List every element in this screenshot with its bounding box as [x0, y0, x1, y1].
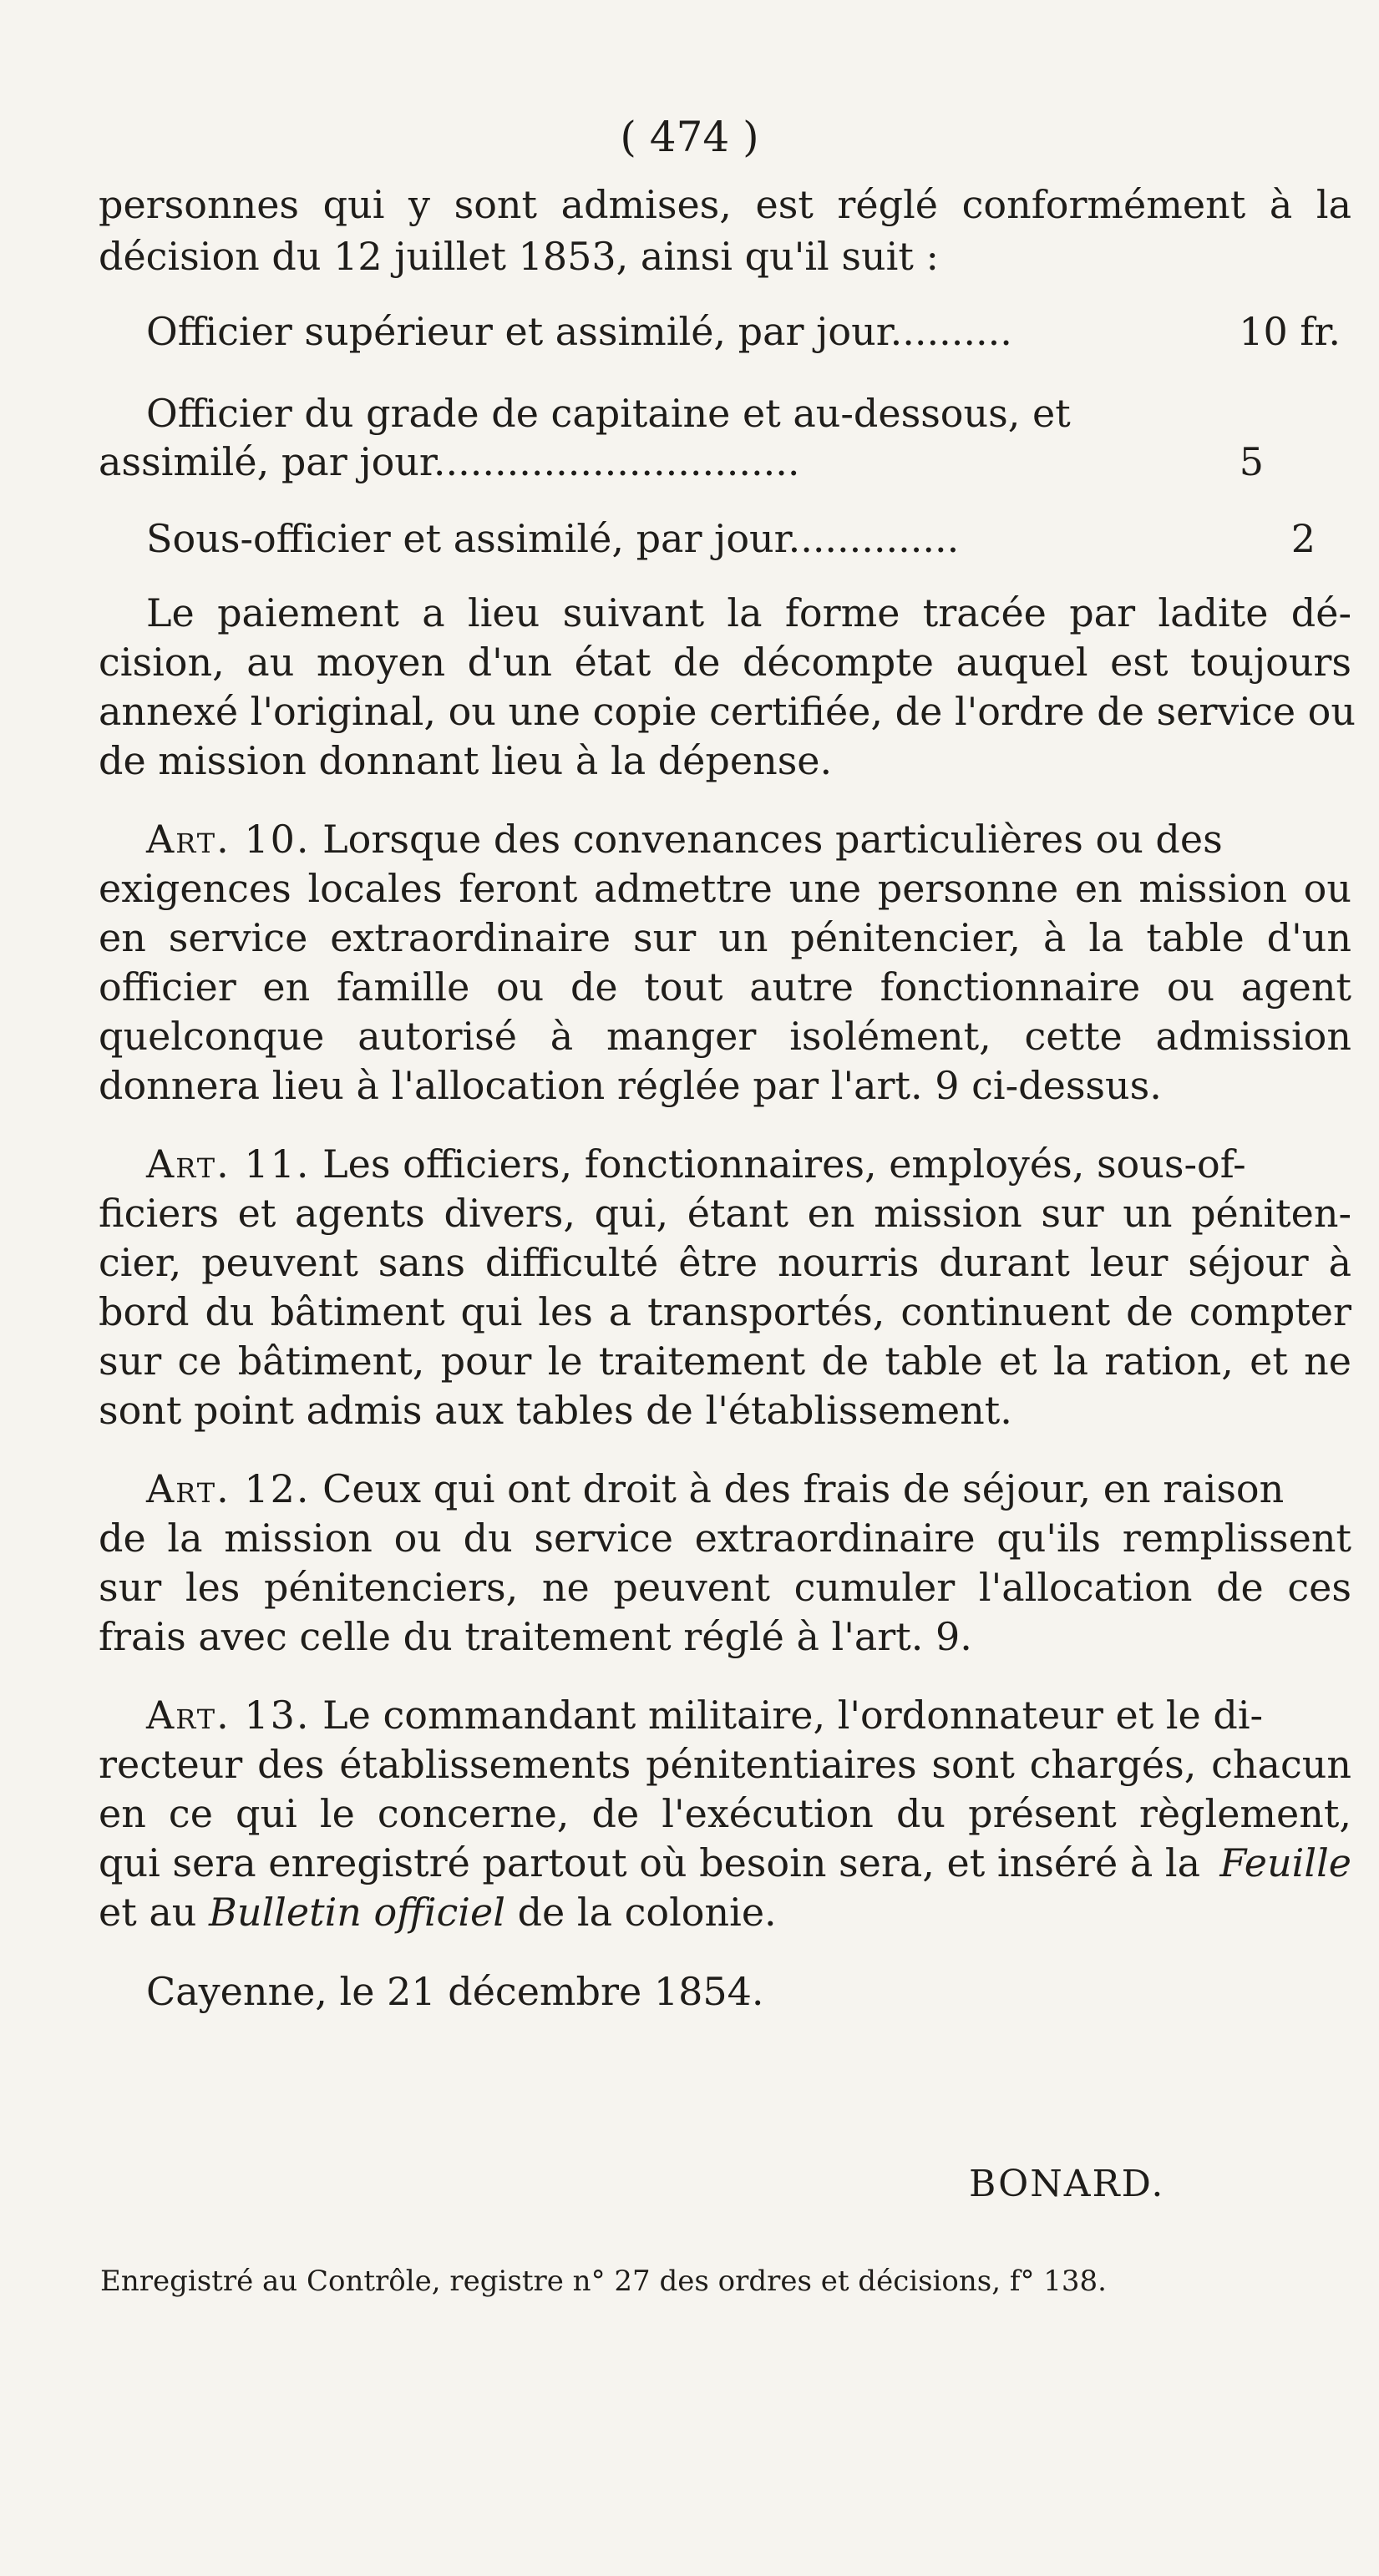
text-line: quelconque autorisé à manger isolément, cette admission — [99, 1014, 1351, 1059]
text-line: de la mission ou du service extraordinaire qu'ils remplissent — [99, 1516, 1351, 1561]
text-line — [99, 1888, 1351, 1936]
text-line: frais avec celle du traitement réglé à l'art. 9. — [99, 1614, 972, 1659]
page-number: ( 474 ) — [620, 113, 759, 161]
text-line: sur ce bâtiment, pour le traitement de table et la ration, et ne — [99, 1339, 1351, 1384]
text-segment: Le commandant militaire, l'ordonnateur et le di- — [322, 1693, 1264, 1738]
article-label: Art. 11. — [146, 1141, 311, 1187]
rate-row — [146, 514, 1316, 563]
text-line: ficiers et agents divers, qui, étant en mission sur un péniten- — [99, 1191, 1351, 1236]
rate-row — [99, 438, 1264, 486]
place-date: Cayenne, le 21 décembre 1854. — [146, 1969, 764, 2014]
text-line: cier, peuvent sans difficulté être nourris durant leur séjour à — [99, 1240, 1351, 1285]
text-line: sur les pénitenciers, ne peuvent cumuler l'allocation de ces — [99, 1565, 1351, 1610]
text-line: bord du bâtiment qui les a transportés, continuent de compter — [99, 1289, 1351, 1334]
rate-label: Sous-officier et assimilé, par jour.............. — [146, 516, 960, 561]
rate-label: Officier du grade de capitaine et au-dessous, et — [146, 391, 1071, 436]
article-label: Art. 13. — [146, 1693, 311, 1738]
text-segment: et au — [99, 1890, 197, 1935]
text-segment: de la colonie. — [517, 1890, 777, 1935]
signature: BONARD. — [969, 2163, 1165, 2205]
text-segment: qui sera enregistré partout où besoin sera, et inséré à la — [99, 1840, 1201, 1885]
rate-label: Officier supérieur et assimilé, par jour.......... — [146, 309, 1012, 354]
text-line — [99, 1839, 1351, 1887]
italic-title-feuille: Feuille — [1219, 1840, 1351, 1885]
text-line: exigences locales feront admettre une personne en mission ou — [99, 866, 1351, 911]
text-line: décision du 12 juillet 1853, ainsi qu'il suit : — [99, 234, 939, 279]
rate-amount: 2 — [1290, 516, 1316, 561]
italic-title-bulletin: Bulletin officiel — [209, 1890, 505, 1935]
article-10-first-line — [146, 815, 1351, 863]
article-13-first-line — [146, 1691, 1351, 1739]
text-line: annexé l'original, ou une copie certifiée, de l'ordre de service ou — [99, 689, 1356, 734]
text-line: sont point admis aux tables de l'établissement. — [99, 1388, 1012, 1433]
article-11-first-line — [146, 1140, 1351, 1188]
text-segment: Lorsque des convenances particulières ou des — [322, 817, 1223, 862]
text-line: en ce qui le concerne, de l'exécution du présent règlement, — [99, 1791, 1351, 1836]
text-line: recteur des établissements pénitentiaires sont chargés, chacun — [99, 1742, 1351, 1787]
text-line: personnes qui y sont admises, est réglé conformément à la — [99, 182, 1351, 227]
article-12-first-line — [146, 1465, 1351, 1513]
text-line: Le paiement a lieu suivant la forme tracée par ladite dé- — [146, 590, 1351, 635]
article-label: Art. 12. — [146, 1466, 311, 1511]
rate-label: assimilé, par jour.............................. — [99, 439, 800, 484]
text-line: donnera lieu à l'allocation réglée par l'art. 9 ci-dessus. — [99, 1063, 1162, 1108]
rate-row — [146, 307, 1341, 356]
registration-note: Enregistré au Contrôle, registre n° 27 des ordres et décisions, f° 138. — [100, 2265, 1107, 2298]
text-line: de mission donnant lieu à la dépense. — [99, 738, 833, 783]
text-segment: Les officiers, fonctionnaires, employés, sous-of- — [322, 1141, 1246, 1187]
rate-row — [146, 389, 1341, 438]
text-line: officier en famille ou de tout autre fonctionnaire ou agent — [99, 964, 1351, 1010]
rate-amount: 5 — [1239, 439, 1264, 484]
text-line: en service extraordinaire sur un pénitencier, à la table d'un — [99, 915, 1351, 960]
text-segment: Ceux qui ont droit à des frais de séjour, en raison — [322, 1466, 1285, 1511]
article-label: Art. 10. — [146, 817, 311, 862]
rate-amount: 10 fr. — [1239, 309, 1341, 354]
text-line: cision, au moyen d'un état de décompte auquel est toujours — [99, 640, 1351, 685]
